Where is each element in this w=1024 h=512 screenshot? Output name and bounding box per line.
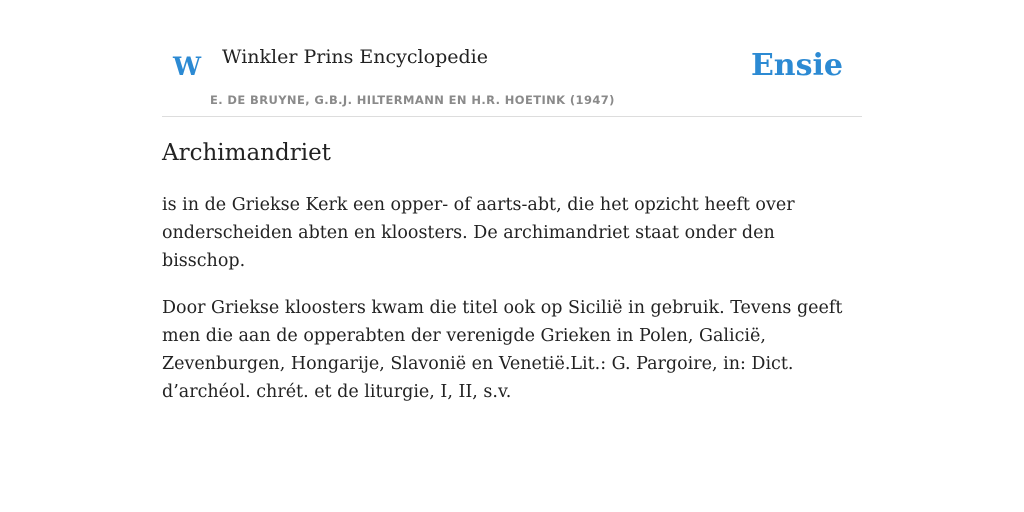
book-title-link[interactable]: Winkler Prins Encyclopedie xyxy=(222,46,488,68)
book-authors: E. DE BRUYNE, G.B.J. HILTERMANN EN H.R. HOETINK (1947) xyxy=(210,93,615,107)
entry-paragraph-history: Door Griekse kloosters kwam die titel ook op Sicilië in gebruik. Tevens geeft men die aan de opperabten der verenigde Grieken in Polen, Galicië, Zevenburgen, Hongarije, Slavonië en Venetië.Lit.: G. Pargoire, in: Dict. d’archéol. chrét. et de liturgie, I, II, s.v. xyxy=(162,298,843,402)
page-container xyxy=(162,0,862,402)
entry-paragraph-definition: is in de Griekse Kerk een opper- of aarts-abt, die het opzicht heeft over onderscheiden abten en kloosters. De archimandriet staat onder den bisschop. xyxy=(162,195,795,271)
entry-title: Archimandriet xyxy=(162,140,331,166)
site-header xyxy=(162,0,862,117)
entry-body xyxy=(162,191,862,425)
ensie-brand-logo[interactable]: Ensie xyxy=(750,48,843,83)
encyclopedia-logo-link[interactable]: W xyxy=(173,52,202,81)
